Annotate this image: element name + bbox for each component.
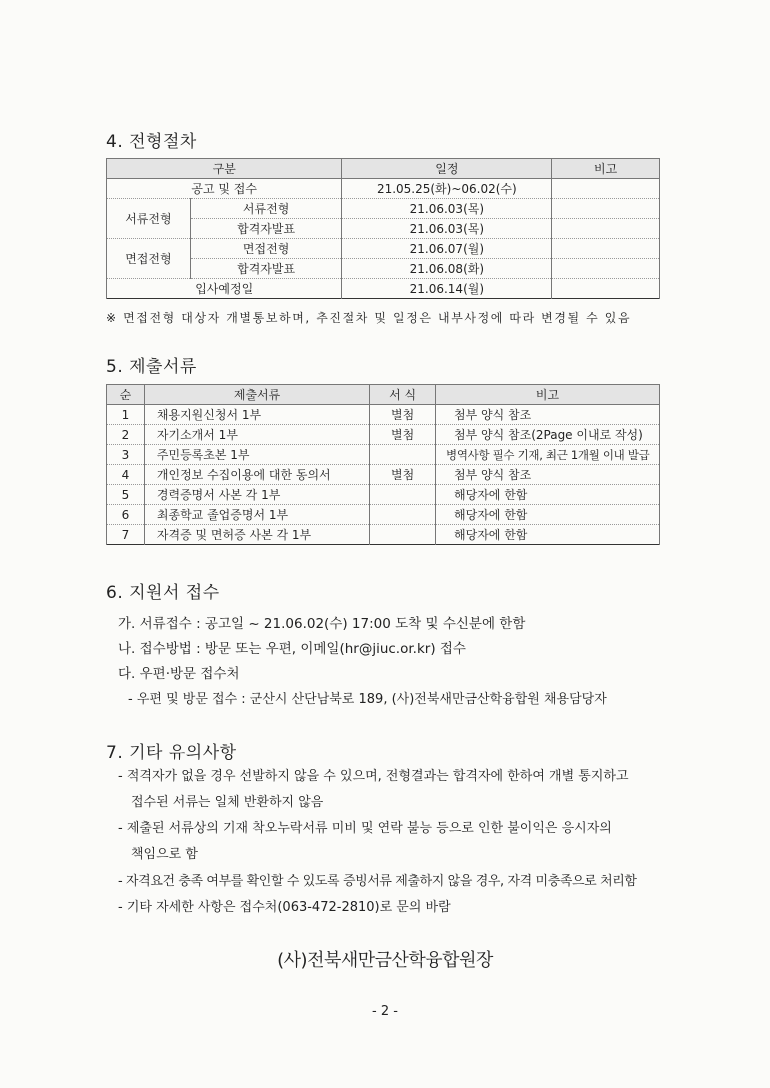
cell-remarks <box>552 199 660 219</box>
col-header-document: 제출서류 <box>144 385 369 405</box>
cell-form: 별첨 <box>370 465 436 485</box>
cell-remarks <box>552 279 660 299</box>
col-header-no: 순 <box>107 385 145 405</box>
cell-date: 21.06.08(화) <box>342 259 552 279</box>
col-header-form: 서 식 <box>370 385 436 405</box>
table-row <box>107 465 660 485</box>
cell-remarks <box>552 259 660 279</box>
table-row <box>107 179 660 199</box>
submission-place-heading: 다. 우편·방문 접수처 <box>118 666 240 682</box>
cell-date: 21.06.03(목) <box>342 219 552 239</box>
cell-form: 별첨 <box>370 425 436 445</box>
cell-sub: 합격자발표 <box>190 219 342 239</box>
table-row <box>107 525 660 545</box>
cell-no: 2 <box>107 425 145 445</box>
cell-no: 3 <box>107 445 145 465</box>
cell-document: 채용지원신청서 1부 <box>144 405 369 425</box>
cell-remarks <box>552 219 660 239</box>
cell-date: 21.06.03(목) <box>342 199 552 219</box>
notice-line: - 제출된 서류상의 기재 착오누락서류 미비 및 연락 불능 등으로 인한 불이익은 응시자의 <box>118 821 612 836</box>
section-6-title: 6. 지원서 접수 <box>106 583 220 603</box>
cell-sub: 면접전형 <box>190 239 342 259</box>
section-4-title: 4. 전형절차 <box>106 132 197 152</box>
table-row <box>107 485 660 505</box>
schedule-note: ※ 면접전형 대상자 개별통보하며, 추진절차 및 일정은 내부사정에 따라 변경될 수 있음 <box>106 311 632 325</box>
cell-form <box>370 485 436 505</box>
cell-remarks: 첨부 양식 참조(2Page 이내로 작성) <box>436 425 660 445</box>
cell-no: 4 <box>107 465 145 485</box>
issuer-name: (사)전북새만금산학융합원장 <box>277 950 493 971</box>
cell-remarks: 해당자에 한함 <box>436 505 660 525</box>
cell-group: 서류전형 <box>107 199 191 239</box>
table-row <box>107 385 660 405</box>
col-header-remarks: 비고 <box>436 385 660 405</box>
table-row <box>107 259 660 279</box>
cell-label: 공고 및 접수 <box>107 179 342 199</box>
table-row <box>107 425 660 445</box>
col-header-category: 구분 <box>107 159 342 179</box>
cell-document: 최종학교 졸업증명서 1부 <box>144 505 369 525</box>
cell-document: 경력증명서 사본 각 1부 <box>144 485 369 505</box>
schedule-table <box>106 158 660 299</box>
section-7-title: 7. 기타 유의사항 <box>106 743 237 763</box>
cell-remarks: 해당자에 한함 <box>436 525 660 545</box>
cell-form <box>370 445 436 465</box>
cell-form: 별첨 <box>370 405 436 425</box>
cell-sub: 합격자발표 <box>190 259 342 279</box>
notice-line: - 적격자가 없을 경우 선발하지 않을 수 있으며, 전형결과는 합격자에 한하여 개별 통지하고 <box>118 769 629 784</box>
submission-deadline: 가. 서류접수 : 공고일 ~ 21.06.02(수) 17:00 도착 및 수신분에 한함 <box>118 616 526 632</box>
cell-sub: 서류전형 <box>190 199 342 219</box>
cell-document: 자격증 및 면허증 사본 각 1부 <box>144 525 369 545</box>
cell-label: 입사예정일 <box>107 279 342 299</box>
submission-address: - 우편 및 방문 접수 : 군산시 산단남북로 189, (사)전북새만금산학융합원 채용담당자 <box>128 692 607 707</box>
cell-remarks: 첨부 양식 참조 <box>436 405 660 425</box>
table-row <box>107 159 660 179</box>
cell-form <box>370 525 436 545</box>
cell-group: 면접전형 <box>107 239 191 279</box>
notice-line: - 기타 자세한 사항은 접수처(063-472-2810)로 문의 바람 <box>118 900 451 915</box>
cell-no: 6 <box>107 505 145 525</box>
notice-line: 책임으로 함 <box>131 847 198 862</box>
cell-no: 1 <box>107 405 145 425</box>
table-row <box>107 239 660 259</box>
cell-document: 자기소개서 1부 <box>144 425 369 445</box>
notice-line: - 자격요건 충족 여부를 확인할 수 있도록 증빙서류 제출하지 않을 경우, 자격 미충족으로 처리함 <box>118 874 637 889</box>
cell-no: 7 <box>107 525 145 545</box>
cell-remarks <box>552 179 660 199</box>
cell-date: 21.05.25(화)~06.02(수) <box>342 179 552 199</box>
submission-method: 나. 접수방법 : 방문 또는 우편, 이메일(hr@jiuc.or.kr) 접수 <box>118 641 466 657</box>
table-row <box>107 219 660 239</box>
section-5-title: 5. 제출서류 <box>106 357 197 377</box>
table-row <box>107 279 660 299</box>
table-row <box>107 199 660 219</box>
table-row <box>107 405 660 425</box>
cell-document: 주민등록초본 1부 <box>144 445 369 465</box>
cell-no: 5 <box>107 485 145 505</box>
table-row <box>107 505 660 525</box>
page-number: - 2 - <box>372 1004 398 1019</box>
cell-remarks <box>552 239 660 259</box>
col-header-schedule: 일정 <box>342 159 552 179</box>
cell-form <box>370 505 436 525</box>
cell-document: 개인정보 수집이용에 대한 동의서 <box>144 465 369 485</box>
col-header-remarks: 비고 <box>552 159 660 179</box>
cell-remarks: 병역사항 필수 기재, 최근 1개월 이내 발급 <box>436 445 660 465</box>
cell-remarks: 첨부 양식 참조 <box>436 465 660 485</box>
table-row <box>107 445 660 465</box>
cell-remarks: 해당자에 한함 <box>436 485 660 505</box>
documents-table <box>106 384 660 545</box>
cell-date: 21.06.07(월) <box>342 239 552 259</box>
cell-date: 21.06.14(월) <box>342 279 552 299</box>
notice-line: 접수된 서류는 일체 반환하지 않음 <box>131 795 324 810</box>
